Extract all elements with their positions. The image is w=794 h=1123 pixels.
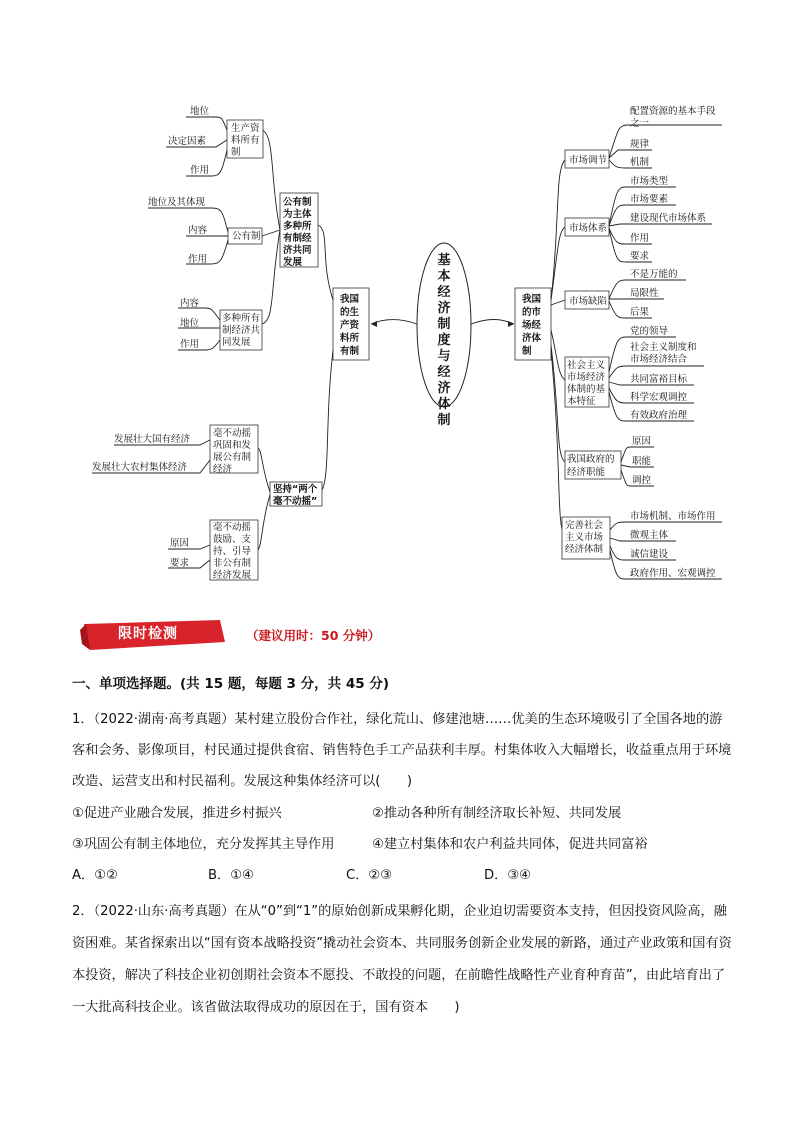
leaf-label: 社会主义制度和	[630, 342, 697, 353]
twoA-line: 巩固和发	[213, 440, 252, 451]
pubMain-line: 发展	[283, 257, 303, 268]
leaf-label: 内容	[180, 298, 200, 309]
govNode-line: 经济职能	[567, 467, 606, 478]
multiNode-line: 制经济共	[222, 325, 261, 336]
leaf-label: 职能	[632, 456, 652, 467]
rightMain-line: 济体	[522, 333, 542, 344]
center-title-char: 度	[437, 333, 451, 348]
leaf-label: 地位及其体现	[148, 197, 206, 208]
leaf-label: 决定因素	[168, 136, 207, 147]
leaf-label: 要求	[630, 251, 650, 262]
socNode-line: 社会主义	[567, 360, 606, 371]
center-title-char: 体	[437, 397, 451, 412]
socNode-line: 市场经济	[567, 372, 606, 383]
rightMain-line: 制	[522, 346, 532, 357]
perfNode-line: 主义市场	[565, 532, 604, 543]
leaf-label: 诚信建设	[630, 549, 669, 560]
twoB-line: 鼓励、支	[213, 534, 252, 545]
banner-title: 限时检测	[118, 626, 178, 642]
question-2: 2．（2022·山东·高考真题）在从“0”到“1”的原始创新成果孵化期，企业迫切需要资本支持，但因投资风险高，融资困难。某省探索出以“国有资本战略投资”撬动社会资本、共同服务创新企业发展的新路，通过产业政策和国有资本投资，解决了科技企业初创期社会资本不愿投、不敢投的问题，在前瞻性战略性产业育种育苗”，由此培育出了一大批高科技企业。该省做法取得成功的原因在于，国有资本 )	[72, 904, 732, 1015]
center-title-char: 经	[437, 285, 451, 300]
multiNode-line: 多种所有	[222, 313, 261, 324]
q1-option-d: D．③④	[484, 868, 531, 883]
leaf-label: 原因	[170, 538, 190, 549]
center-title-char: 基	[437, 253, 451, 268]
center-left-arrow	[371, 320, 417, 325]
twoB-line: 经济发展	[213, 570, 252, 581]
center-title-char: 经	[437, 365, 451, 380]
twoA-line: 毫不动摇	[213, 428, 252, 439]
leaf-label: 微观主体	[630, 530, 669, 541]
svg-text:市场缺陷: 市场缺陷	[569, 296, 608, 307]
twoNode-line: 毫不动摇”	[273, 496, 318, 507]
pubMain-line: 多种所	[283, 221, 312, 232]
question-1: 1．（2022·湖南·高考真题）某村建立股份合作社，绿化荒山、修建池塘……优美的生态环境吸引了全国各地的游客和会务、影像项目，村民通过提供食宿、销售特色手工产品获利丰厚。村集体收入大幅增长，收益重点用于环境改造、运营支出和村民福利。发展这种集体经济可以( )	[72, 712, 732, 789]
leftMain-line: 有制	[340, 346, 360, 357]
leftMain-line: 我国	[340, 294, 360, 305]
leaf-label: 政府作用、宏观调控	[630, 568, 716, 579]
leaf-label: 不是万能的	[630, 269, 678, 280]
twoB-line: 持、引导	[213, 546, 252, 557]
public-node-label: 公有制	[232, 231, 261, 242]
prodNode-line: 制	[231, 147, 241, 158]
twoB-line: 非公有制	[213, 558, 252, 569]
q1-statement-2: ②推动各种所有制经济取长补短、共同发展	[372, 806, 622, 821]
twoNode-line: 坚持“两个	[273, 484, 318, 495]
leaf-label: 局限性	[630, 288, 659, 299]
q1-statement-1: ①促进产业融合发展，推进乡村振兴	[72, 806, 282, 821]
leaf-label: 要求	[170, 558, 190, 569]
leaf-label: 科学宏观调控	[630, 392, 688, 403]
leaf-label: 地位	[190, 106, 210, 117]
center-title-char: 制	[437, 413, 451, 428]
center-title-char: 与	[437, 349, 451, 364]
prodNode-line: 料所有	[231, 135, 260, 146]
pubMain-line: 有制经	[283, 233, 312, 244]
leaf-label: 发展壮大农村集体经济	[92, 462, 188, 473]
pubMain-line: 为主体	[283, 209, 312, 220]
center-title-char: 制	[437, 317, 451, 332]
leaf-label: 市场经济结合	[630, 354, 688, 365]
leaf-label: 共同富裕目标	[630, 374, 688, 385]
pubMain-line: 公有制	[283, 197, 312, 208]
center-right-arrow	[471, 320, 514, 325]
leaf-label: 有效政府治理	[630, 410, 688, 421]
rightMain-line: 我国	[522, 294, 542, 305]
leaf-label: 后果	[630, 307, 650, 318]
suggested-time: （建议用时：50 分钟）	[246, 628, 381, 643]
q1-statement-3: ③巩固公有制主体地位，充分发挥其主导作用	[72, 837, 335, 852]
leaf-label: 作用	[630, 233, 650, 244]
leaf-label: 作用	[190, 165, 210, 176]
svg-text:市场调节: 市场调节	[569, 155, 608, 166]
leaf-label: 规律	[630, 139, 650, 150]
center-title-char: 济	[437, 381, 451, 396]
socNode-line: 本特征	[567, 396, 596, 407]
twoB-line: 毫不动摇	[213, 522, 252, 533]
leftMain-line: 的生	[340, 307, 360, 318]
leaf-label: 市场机制、市场作用	[630, 511, 716, 522]
center-title-char: 本	[437, 269, 451, 284]
perfNode-line: 经济体制	[565, 544, 604, 555]
leaf-label: 建设现代市场体系	[630, 213, 707, 224]
leftMain-line: 产资	[340, 320, 360, 331]
leaf-label: 作用	[180, 339, 200, 350]
center-title-char: 济	[437, 301, 451, 316]
svg-text:市场体系: 市场体系	[569, 223, 608, 234]
rightMain-line: 的市	[522, 307, 542, 318]
leaf-label: 市场要素	[630, 194, 669, 205]
q1-option-a: A．①②	[72, 868, 118, 883]
leaf-label: 机制	[630, 157, 650, 168]
leaf-label: 作用	[188, 254, 208, 265]
pubMain-line: 济共同	[283, 245, 312, 256]
leaf-label: 配置资源的基本手段	[630, 106, 716, 117]
perfNode-line: 完善社会	[565, 520, 604, 531]
prodNode-line: 生产资	[231, 123, 260, 134]
leaf-label: 地位	[180, 318, 200, 329]
q1-option-b: B．①④	[208, 868, 254, 883]
q1-statement-4: ④建立村集体和农户利益共同体，促进共同富裕	[372, 837, 648, 852]
twoA-line: 经济	[213, 464, 233, 475]
govNode-line: 我国政府的	[567, 454, 615, 465]
twoA-line: 展公有制	[213, 452, 252, 463]
section-heading: 一、单项选择题。(共 15 题，每题 3 分，共 45 分)	[72, 676, 390, 692]
leaf-label: 之一	[630, 118, 650, 129]
leaf-label: 调控	[632, 475, 652, 486]
rightMain-line: 场经	[522, 320, 542, 331]
leaf-label: 市场类型	[630, 176, 669, 187]
leaf-label: 原因	[632, 436, 652, 447]
leaf-label: 党的领导	[630, 326, 669, 337]
leaf-label: 内容	[188, 225, 208, 236]
multiNode-line: 同发展	[222, 337, 251, 348]
leftMain-line: 料所	[340, 333, 360, 344]
q1-option-c: C．②③	[346, 868, 393, 883]
socNode-line: 体制的基	[567, 384, 606, 395]
leaf-label: 发展壮大国有经济	[114, 434, 191, 445]
